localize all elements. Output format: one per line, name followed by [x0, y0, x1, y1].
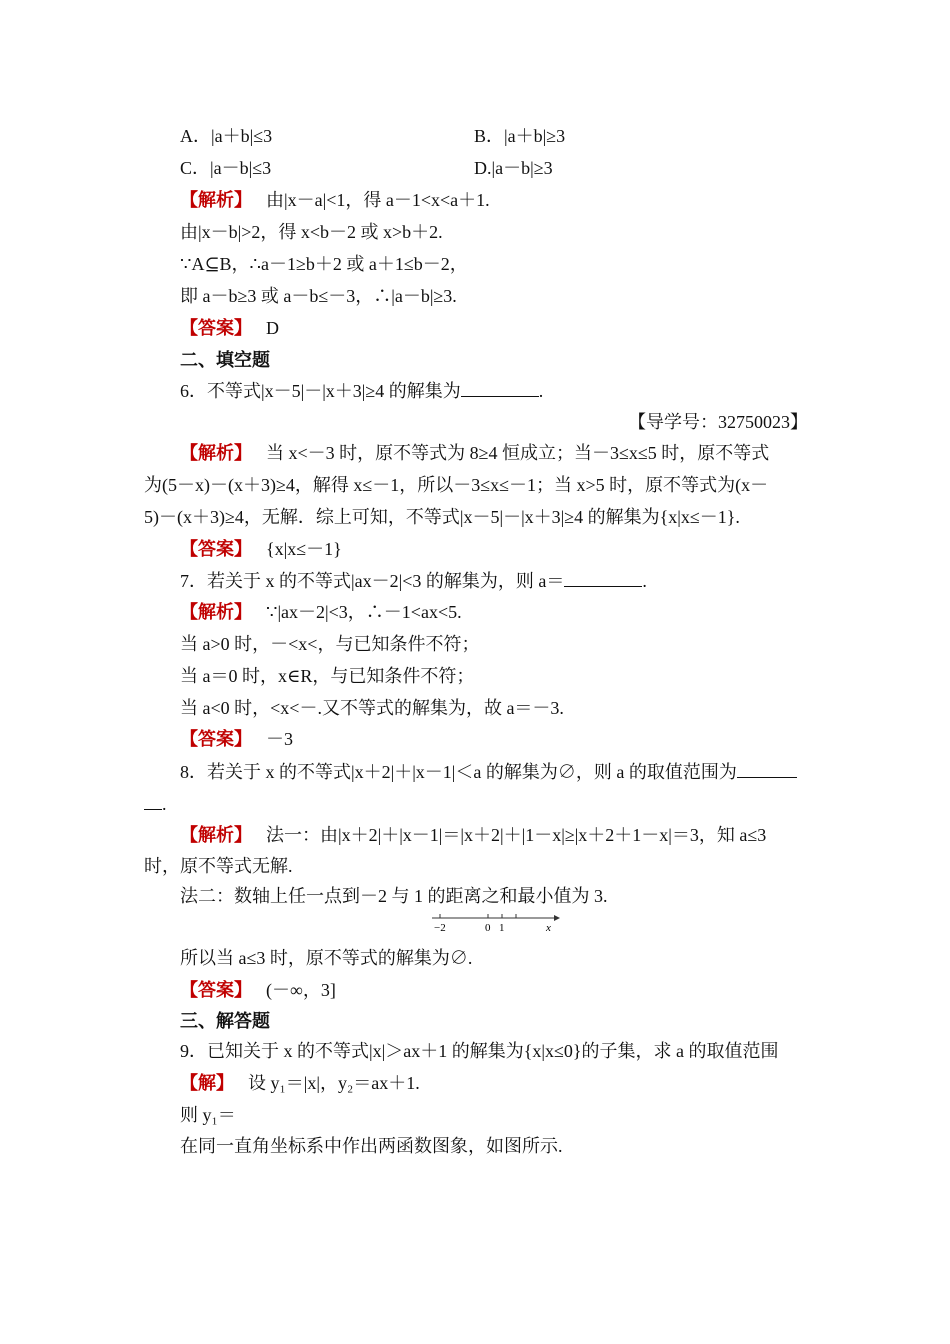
- q9-solution-line2: 则 y₁＝: [180, 1105, 236, 1125]
- answer-tag: 【答案】: [180, 729, 252, 749]
- q6-analysis-line3: 5)－(x＋3)≥4，无解．综上可知，不等式|x－5|－|x＋3|≥4 的解集为{x|x≤－1}.: [144, 507, 740, 527]
- answer-tag: 【答案】: [180, 318, 252, 338]
- q9-solution-line1: [180, 1071, 420, 1095]
- q9-solution-text: 设 y₁＝|x|，y₂＝ax＋1.: [248, 1073, 420, 1093]
- solution-tag: 【解】: [180, 1073, 234, 1093]
- analysis-tag: 【解析】: [180, 602, 252, 622]
- q7-answer-blank: [564, 568, 642, 587]
- q5-analysis-text: 由|x－a|<1，得 a－1<x<a＋1.: [266, 190, 490, 210]
- q9-solution-line3: 在同一直角坐标系中作出两函数图象，如图所示.: [180, 1136, 563, 1156]
- q8-answer-blank-part1: [737, 759, 797, 778]
- q7-analysis-line1: [180, 600, 462, 624]
- q8-question-continuation: [144, 791, 167, 816]
- option-d: D.|a－b|≥3: [474, 158, 553, 178]
- number-line-figure: [432, 910, 562, 934]
- q8-period: .: [162, 794, 167, 814]
- q6-answer-blank: [461, 378, 539, 397]
- q8-answer-value: (－∞，3]: [266, 980, 336, 1000]
- analysis-tag: 【解析】: [180, 190, 252, 210]
- q6-period: .: [538, 381, 544, 401]
- q6-analysis-line1: [180, 441, 769, 465]
- option-a: A．|a＋b|≤3: [180, 126, 273, 146]
- q7-period: .: [642, 571, 647, 591]
- q7-analysis-text: ∵|ax－2|<3，∴－1<ax<5.: [266, 602, 462, 622]
- answer-tag: 【答案】: [180, 980, 252, 1000]
- q8-analysis-text: 法一：由|x＋2|＋|x－1|＝|x＋2|＋|1－x|≥|x＋2＋1－x|＝3，知 a≤3: [266, 825, 767, 845]
- section-heading-solve: 三、解答题: [180, 1011, 270, 1031]
- q6-answer-value: {x|x≤－1}: [266, 539, 342, 559]
- q8-analysis-line3: 法二：数轴上任一点到－2 与 1 的距离之和最小值为 3.: [180, 886, 608, 906]
- q5-analysis-line2: 由|x－b|>2，得 x<b－2 或 x>b＋2.: [180, 222, 443, 242]
- q6-question-text: 6．不等式|x－5|－|x＋3|≥4 的解集为: [180, 381, 461, 401]
- q7-answer: [180, 727, 293, 751]
- q5-analysis-line1: [180, 188, 490, 212]
- q8-analysis-line2: 时，原不等式无解.: [144, 856, 293, 876]
- q7-analysis-line2: 当 a>0 时，－<x<，与已知条件不符；: [180, 634, 480, 654]
- label-1: 1: [499, 922, 505, 934]
- analysis-tag: 【解析】: [180, 443, 252, 463]
- label-minus-2: −2: [434, 922, 446, 934]
- q7-question-text: 7．若关于 x 的不等式|ax－2|<3 的解集为，则 a＝: [180, 571, 565, 591]
- analysis-tag: 【解析】: [180, 825, 252, 845]
- q8-answer-blank-part2: [144, 791, 162, 810]
- q8-analysis-line4: 所以当 a≤3 时，原不等式的解集为∅.: [180, 948, 473, 968]
- q6-analysis-text: 当 x<－3 时，原不等式为 8≥4 恒成立；当－3≤x≤5 时，原不等式: [266, 443, 770, 463]
- q9-question: 9．已知关于 x 的不等式|x|＞ax＋1 的解集为{x|x≤0}的子集，求 a 的取值范围: [180, 1041, 779, 1061]
- section-heading-fill-in: 二、填空题: [180, 350, 270, 370]
- q8-question: [180, 759, 797, 784]
- guide-number: 【导学号：32750023】: [628, 412, 808, 432]
- number-line-arrow: [554, 915, 560, 921]
- q7-answer-value: －3: [266, 729, 293, 749]
- q6-question: [180, 378, 543, 403]
- option-c: C．|a－b|≤3: [180, 158, 272, 178]
- q7-analysis-line3: 当 a＝0 时，x∈R，与已知条件不符；: [180, 666, 475, 686]
- q7-question: [180, 568, 647, 593]
- q5-answer-value: D: [266, 318, 279, 338]
- q6-answer: [180, 537, 342, 561]
- q8-question-text: 8．若关于 x 的不等式|x＋2|＋|x－1|＜a 的解集为∅，则 a 的取值范围为: [180, 762, 737, 782]
- q5-analysis-line4: 即 a－b≥3 或 a－b≤－3，∴|a－b|≥3.: [180, 286, 457, 306]
- q5-answer: [180, 316, 279, 340]
- q6-analysis-line2: 为(5－x)－(x＋3)≥4，解得 x≤－1，所以－3≤x≤－1；当 x>5 时，原不等式为(x－: [144, 475, 769, 495]
- q8-analysis-line1: [180, 823, 766, 847]
- label-0: 0: [485, 922, 491, 934]
- option-b: B．|a＋b|≥3: [474, 126, 566, 146]
- q7-analysis-line4: 当 a<0 时，<x<－.又不等式的解集为，故 a＝－3.: [180, 698, 564, 718]
- q5-analysis-line3: ∵A⊆B，∴a－1≥b＋2 或 a＋1≤b－2，: [180, 254, 468, 274]
- label-x: x: [546, 922, 551, 934]
- q8-answer: [180, 978, 336, 1002]
- answer-tag: 【答案】: [180, 539, 252, 559]
